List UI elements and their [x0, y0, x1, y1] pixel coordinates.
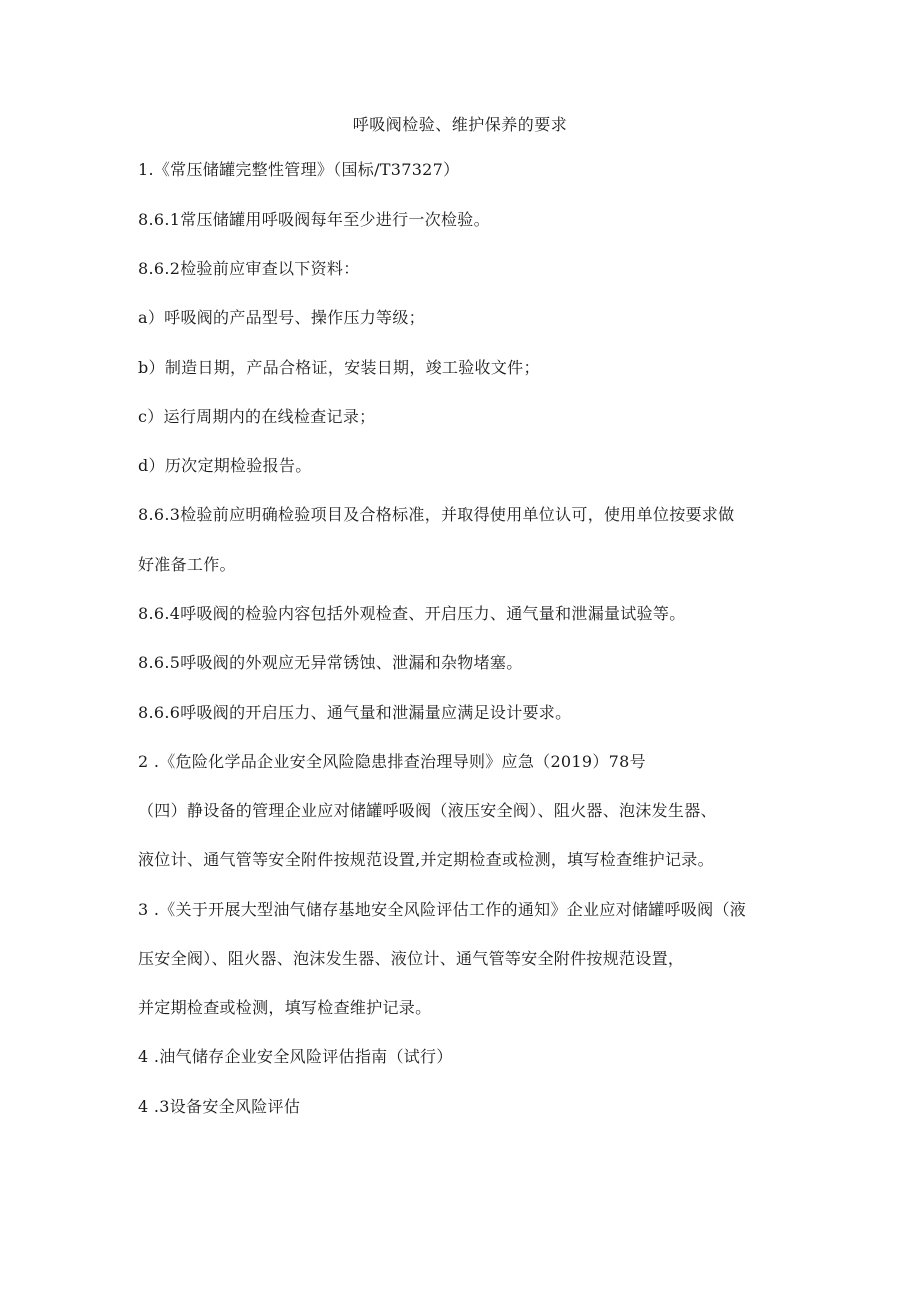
section-2-body-line-2: 液位计、通气管等安全附件按规范设置,并定期检查或检测，填写检查维护记录。 — [138, 850, 714, 869]
section-3-line-1: 3 .《关于开展大型油气储存基地安全风险评估工作的通知》企业应对储罐呼吸阀（液 — [138, 900, 747, 919]
list-item-a: a）呼吸阀的产品型号、操作压力等级； — [138, 308, 425, 327]
section-2-heading: 2 .《危险化学品企业安全风险隐患排查治理导则》应急（2019）78号 — [138, 752, 646, 771]
clause-8-6-3-line-1: 8.6.3检验前应明确检验项目及合格标准，并取得使用单位认可，使用单位按要求做 — [138, 505, 735, 524]
clause-8-6-2: 8.6.2检验前应审查以下资料： — [138, 259, 360, 278]
clause-8-6-6: 8.6.6呼吸阀的开启压力、通气量和泄漏量应满足设计要求。 — [138, 703, 572, 722]
clause-8-6-3-line-2: 好准备工作。 — [138, 555, 236, 574]
document-title: 呼吸阀检验、维护保养的要求 — [352, 115, 568, 134]
clause-8-6-1: 8.6.1常压储罐用呼吸阀每年至少进行一次检验。 — [138, 210, 490, 229]
section-2-body-line-1: （四）静设备的管理企业应对储罐呼吸阀（液压安全阀）、阻火器、泡沫发生器、 — [138, 801, 717, 820]
section-3-line-3: 并定期检查或检测，填写检查维护记录。 — [138, 998, 432, 1017]
section-4-heading: 4 .油气储存企业安全风险评估指南（试行） — [138, 1047, 453, 1066]
section-4-3-heading: 4 .3设备安全风险评估 — [138, 1097, 301, 1116]
clause-8-6-4: 8.6.4呼吸阀的检验内容包括外观检查、开启压力、通气量和泄漏量试验等。 — [138, 604, 686, 623]
list-item-c: c）运行周期内的在线检查记录； — [138, 407, 376, 426]
clause-8-6-5: 8.6.5呼吸阀的外观应无异常锈蚀、泄漏和杂物堵塞。 — [138, 653, 523, 672]
list-item-d: d）历次定期检验报告。 — [138, 456, 312, 475]
section-1-heading: 1.《常压储罐完整性管理》（国标/T37327） — [138, 160, 460, 179]
list-item-b: b）制造日期，产品合格证，安装日期，竣工验收文件； — [138, 358, 540, 377]
section-3-line-2: 压安全阀）、阻火器、泡沫发生器、液位计、通气管等安全附件按规范设置， — [138, 949, 685, 968]
